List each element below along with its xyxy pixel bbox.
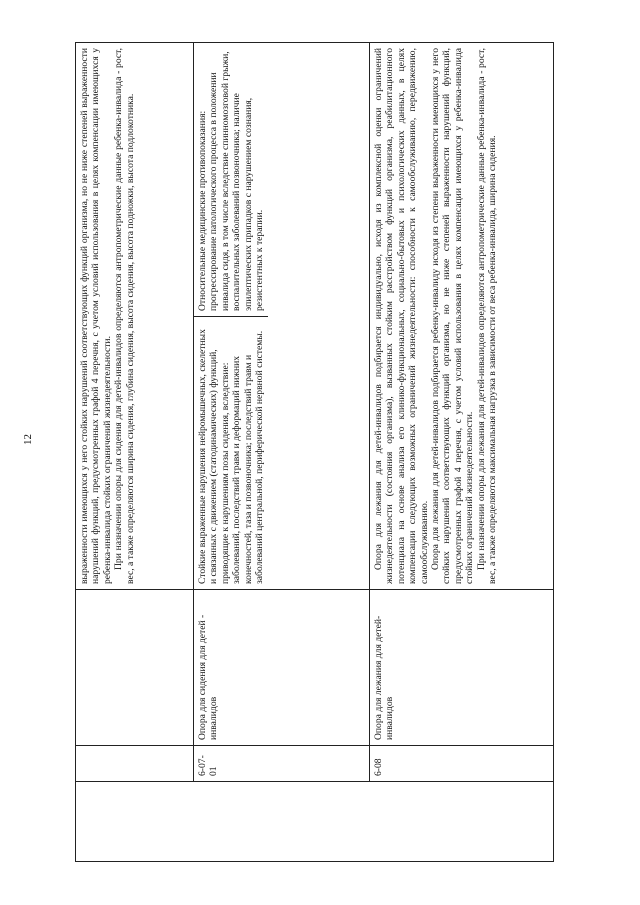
name-cell: Опора для сидения для детей - инвалидов <box>194 590 370 746</box>
indications-text: Стойкие выраженные нарушения нейромышечных, скелетных и связанных с движением (статодинамических) функций, приводящие к нарушениям позы сидения, вследствие: заболеваний, последствий травм и деформаций нижних конечностей, таза и позвоночника; последствий травм и заболеваний центральной, периферической нервной системы. <box>194 316 268 589</box>
table-row <box>194 43 370 862</box>
description-cell <box>76 43 194 590</box>
code-cell <box>76 746 194 782</box>
paragraph: При назначении опоры для лежания для детей-инвалидов определяются антропометрические данные ребенка-инвалида - рост, вес, а также определяются максимальная нагрузка в зависимости от веса ребенка-инвалида, ширина сидения. <box>475 48 499 584</box>
paragraph: Опора для лежания для детей-инвалидов подбирается индивидуально, исходя из комплексной оценки ограничений жизнедеятельности (состояния организма), вызванных стойким расстройством функций организма, реабилитационного потенциала на основе анализа его клинико-функциональных, социально-бытовых и психологических данных, в целях компенсации следующих возможных ограничений жизнедеятельности: способности к самообслуживанию, передвижению, самообслуживанию. <box>373 48 430 584</box>
paragraph: Опора для лежания для детей-инвалидов подбирается ребенку-инвалиду исходя из степени выраженности имеющихся у него стойких нарушений соответствующих функций организма, но не ниже степеней выраженности нарушений функций, предусмотренных графой 4 перечня, с учетом условий использования в целях компенсации имеющихся у ребенка-инвалида стойких ограничений жизнедеятельности. <box>430 48 476 584</box>
name-cell: Опора для лежания для детей-инвалидов <box>370 590 554 746</box>
paragraph: выраженности имеющихся у него стойких нарушений соответствующих функций организма, но не ниже степеней выраженности нарушений функций, предусмотренных графой 4 перечня, с учетом условий использования в целях компенсации имеющихся у ребенка-инвалида стойких ограничений жизнедеятельности. <box>79 48 113 584</box>
code-cell: 6-08 <box>370 746 554 782</box>
page-number: 12 <box>22 434 34 445</box>
code-cell: 6-07-01 <box>194 746 370 782</box>
paragraph: При назначении опоры для сидения для детей-инвалидов определяются антропометрические данные ребенка-инвалида - рост, вес, а также определяются ширина сидения, глубина сидения, высота сидения, высота подножки, высота подлокотника. <box>113 48 136 584</box>
indications-cell <box>194 43 370 590</box>
contraindications-text: Относительные медицинские противопоказания: прогрессирование патологического процесса в положении инвалида сидя, в том числе вследствие спинномозговой грыжи, воспалительных заболеваний позвоночника; наличие эпилептических припадков с нарушением сознания, резистентных к терапии. <box>197 51 266 311</box>
table-row <box>370 43 554 862</box>
blank-margin-cell <box>76 782 554 862</box>
document-table-frame <box>75 42 553 862</box>
description-cell <box>370 43 554 590</box>
name-cell <box>76 590 194 746</box>
regulation-table <box>75 42 554 862</box>
table-row <box>76 43 194 862</box>
